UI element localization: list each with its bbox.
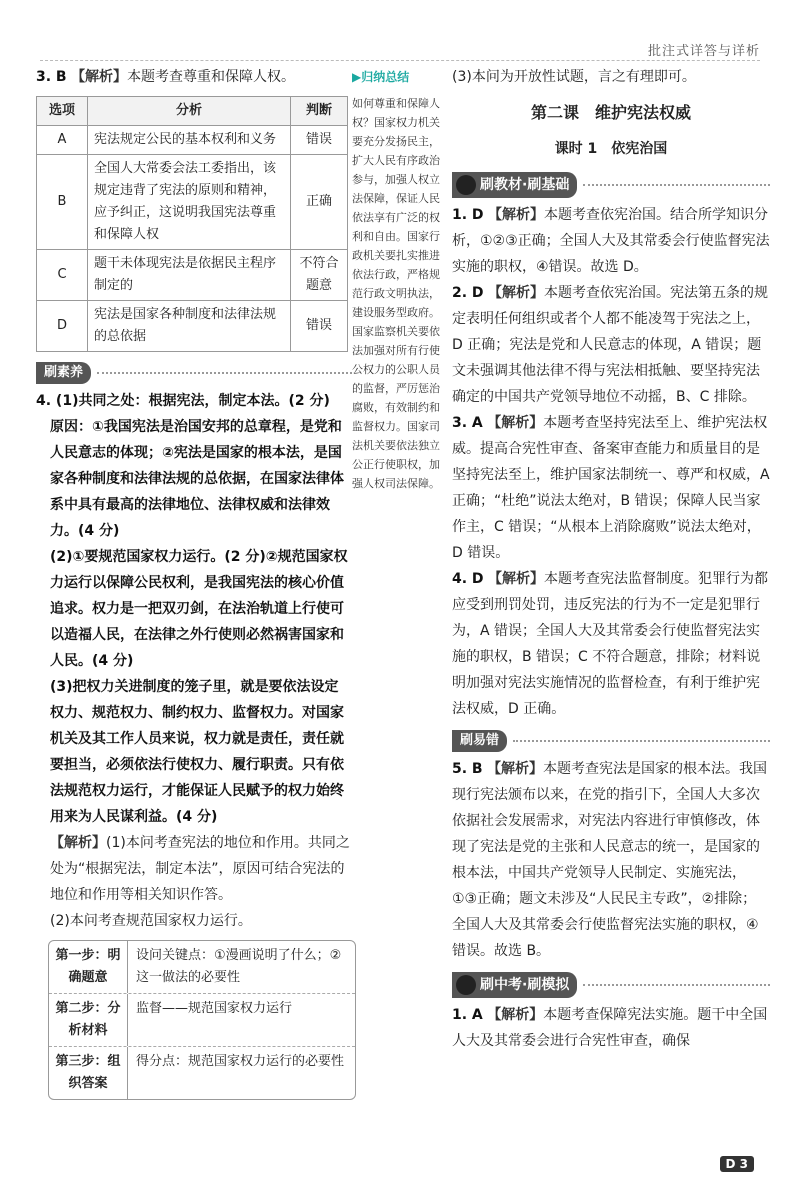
step-row [49, 941, 355, 993]
answer-item [452, 566, 770, 722]
answer-tag: 【解析】 [488, 285, 545, 301]
page-number: D 3 [720, 1156, 755, 1172]
answer-number: 3. A [452, 415, 483, 431]
section-label-text: 刷教材·刷基础 [480, 177, 570, 193]
q3-line [36, 64, 352, 90]
table-cell: 正确 [291, 155, 348, 250]
step-row [49, 993, 355, 1046]
lesson-title: 第二课 维护宪法权威 [530, 103, 691, 122]
step-key: 第三步：组织答案 [49, 1047, 128, 1099]
summary-notes: 如何尊重和保障人权？国家权力机关要充分发扬民主，扩大人民有序政治参与，加强人权立法保障，保证人民依法享有广泛的权利和自由。国家行政机关要扎实推进依法行政，严格规范行政文明执法，建设服务型政府。国家监察机关要依法加强对所有行使公权力的公职人员的监督，严厉惩治腐败，有效制约和监督权力。国家司法机关要依法独立公正行使职权，加强人权司法保障。 [352, 97, 440, 490]
answer-item [452, 410, 770, 566]
q4-answer-3: (3)把权力关进制度的笼子里，就是要依法设定权力、规范权力、制约权力、监督权力。对国家机关及其工作人员来说，权力就是责任，责任就要担当，必须依法行使权力、履行职责。只有依法规范权力运行，才能保证人民赋予的权力始终用来为人民谋利益。(4 分) [50, 679, 344, 825]
section-divider [97, 372, 352, 374]
section-bar-exam [452, 972, 770, 998]
section-bar-errors [452, 730, 770, 752]
section-divider [583, 184, 770, 186]
q3-tag: 【解析】 [71, 69, 128, 85]
table-header: 分析 [88, 97, 291, 126]
answer-number: 5. B [452, 761, 483, 777]
q4-answer-1: 4. (1)共同之处：根据宪法，制定本法。(2 分) [36, 393, 330, 409]
section-label-text: 刷中考·刷模拟 [480, 977, 570, 993]
q3-number: 3. B [36, 69, 67, 85]
answer-tag: 【解析】 [488, 207, 545, 223]
right-column [452, 64, 770, 1054]
answer-number: 1. A [452, 1007, 483, 1023]
step-key: 第二步：分析材料 [49, 994, 128, 1046]
table-cell: 错误 [291, 126, 348, 155]
table-header: 判断 [291, 97, 348, 126]
answer-item [452, 280, 770, 410]
answer-item [452, 1002, 770, 1054]
table-cell: 全国人大常委会法工委指出，该规定违背了宪法的原则和精神，应予纠正，这说明我国宪法尊重和保障人权 [88, 155, 291, 250]
step-value: 设问关键点：①漫画说明了什么；②这一做法的必要性 [136, 948, 342, 985]
table-cell: 宪法是国家各种制度和法律法规的总依据 [88, 301, 291, 352]
step-key: 第一步：明确题意 [49, 941, 128, 993]
table-header-row [37, 97, 348, 126]
step-value: 监督——规范国家权力运行 [136, 1001, 293, 1016]
badge-icon [456, 175, 476, 195]
summary-sidebar [352, 64, 444, 493]
q4-reason: 原因：①我国宪法是治国安邦的总章程，是党和人民意志的体现；②宪法是国家的根本法，是国家各种制度和法律法规的总依据，在国家法律体系中具有最高的法律地位、法律权威和法律效力。(4 分) [50, 419, 344, 539]
table-cell: 错误 [291, 301, 348, 352]
period-title: 课时 1 依宪治国 [554, 141, 668, 157]
table-row [37, 155, 348, 250]
section-label [452, 972, 577, 998]
table-cell: D [37, 301, 88, 352]
section-label: 刷易错 [452, 730, 507, 752]
step-row [49, 1046, 355, 1099]
answer-text: 本题考查依宪治国。结合所学知识分析，①②③正确；全国人大及其常委会行使监督宪法实施的职权，④错误。故选 D。 [452, 207, 770, 275]
table-cell: C [37, 250, 88, 301]
table-cell: 不符合题意 [291, 250, 348, 301]
q3-text: 本题考查尊重和保障人权。 [127, 69, 296, 85]
answer-text: 本题考查宪法是国家的根本法。我国现行宪法颁布以来，在党的指引下，全国人大多次依据社会发展需求，对宪法内容进行审慎修改，体现了宪法是党的主张和人民意志的统一，是国家的根本法，中国共产党领导人民制定、实施宪法，①③正确；题文未涉及“人民民主专政”，②排除；全国人大及其常委会行使监督宪法实施的职权，④错误。故选 B。 [452, 761, 768, 959]
analysis-2: (2)本问考查规范国家权力运行。 [50, 913, 252, 929]
section-bar-suyang [36, 362, 352, 384]
section-divider [583, 984, 770, 986]
analysis-tag: 【解析】 [50, 835, 106, 851]
section-bar-basic [452, 172, 770, 198]
table-cell: B [37, 155, 88, 250]
answer-tag: 【解析】 [487, 415, 544, 431]
header-divider [40, 60, 760, 61]
answer-tag: 【解析】 [487, 761, 544, 777]
header-tag: 批注式详答与详析 [647, 44, 760, 59]
step-value: 得分点：规范国家权力运行的必要性 [136, 1054, 345, 1069]
answer-number: 1. D [452, 207, 484, 223]
analysis-table [36, 96, 348, 352]
table-cell: 题干未体现宪法是依据民主程序制定的 [88, 250, 291, 301]
table-cell: A [37, 126, 88, 155]
analysis-1 [36, 830, 352, 908]
table-row [37, 301, 348, 352]
section-divider [513, 740, 770, 742]
answer-text: 本题考查宪法监督制度。犯罪行为都应受到刑罚处罚，违反宪法的行为不一定是犯罪行为，A 错误；全国人大及其常委会行使监督宪法实施的职权，B 错误；C 不符合题意，排除；材料说明加强对宪法实施情况的监督检查，有利于维护宪法权威，D 正确。 [452, 571, 769, 717]
section-label: 刷素养 [36, 362, 91, 384]
table-cell: 宪法规定公民的基本权利和义务 [88, 126, 291, 155]
table-header: 选项 [37, 97, 88, 126]
table-row [37, 126, 348, 155]
answer-tag: 【解析】 [488, 571, 545, 587]
answer-number: 4. D [452, 571, 484, 587]
answer-tag: 【解析】 [487, 1007, 544, 1023]
left-column [36, 64, 352, 1100]
q4-answer-2: (2)①要规范国家权力运行。(2 分)②规范国家权力运行以保障公民权利，是我国宪法的核心价值追求。权力是一把双刃剑，在法治轨道上行使可以造福人民，在法律之外行使则必然祸害国家和人民。(4 分) [50, 549, 348, 669]
q3-part3: (3)本问为开放性试题，言之有理即可。 [452, 69, 696, 85]
analysis-1-text: (1)本问考查宪法的地位和作用。共同之处为“根据宪法，制定本法”，原因可结合宪法的地位和作用等相关知识作答。 [50, 835, 350, 903]
answer-item [452, 202, 770, 280]
steps-box [48, 940, 356, 1100]
section-label [452, 172, 577, 198]
answer-text: 本题考查依宪治国。宪法第五条的规定表明任何组织或者个人都不能凌驾于宪法之上，D 正确；宪法是党和人民意志的体现，A 错误；题文未强调其他法律不得与宪法相抵触、要坚持宪法确定的中国共产党领导地位不动摇，B、C 排除。 [452, 285, 769, 405]
badge-icon [456, 975, 476, 995]
answer-text: 本题考查保障宪法实施。题干中全国人大及其常委会进行合宪性审查，确保 [452, 1007, 768, 1049]
answer-item [452, 756, 770, 964]
table-row [37, 250, 348, 301]
answer-number: 2. D [452, 285, 484, 301]
answer-text: 本题考查坚持宪法至上、维护宪法权威。提高合宪性审查、备案审查能力和质量目的是坚持宪法至上，维护国家法制统一、尊严和权威，A 正确；“杜绝”说法太绝对，B 错误；保障人民当家作主，C 错误；“从根本上消除腐败”说法太绝对，D 错误。 [452, 415, 770, 561]
summary-title: ▶归纳总结 [352, 70, 410, 84]
